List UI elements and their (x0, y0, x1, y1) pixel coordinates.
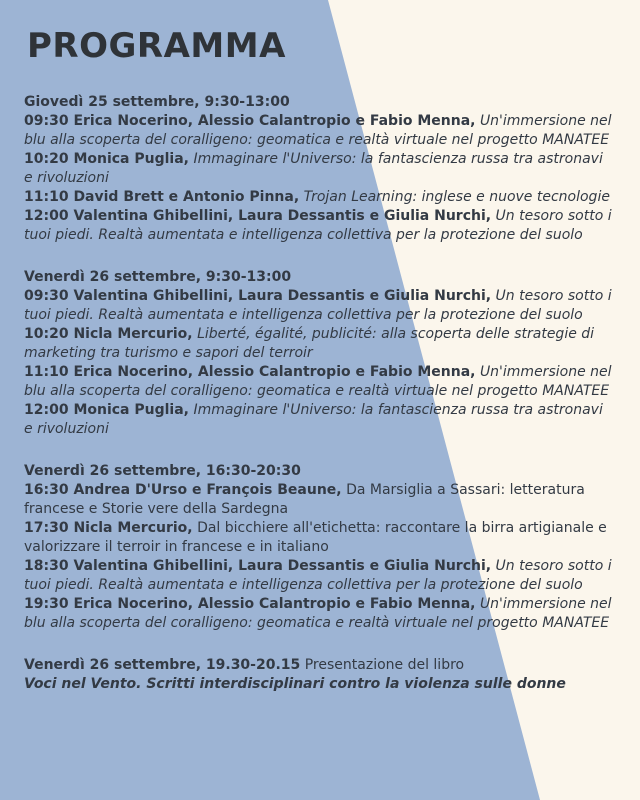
programme-entry (24, 112, 614, 150)
entry-speakers: 12:00 Monica Puglia, (24, 402, 189, 418)
programme-entry (24, 150, 614, 188)
programme-entry (24, 287, 614, 325)
entry-speakers: 11:10 David Brett e Antonio Pinna, (24, 189, 300, 205)
day-section (24, 268, 614, 439)
entry-title: Da Marsiglia a Sassari: letteratura francese e Storie vere della Sardegna (24, 482, 585, 517)
entry-speakers: 16:30 Andrea D'Urso e François Beaune, (24, 482, 342, 498)
final-event-label: Presentazione del libro (304, 657, 465, 673)
programme-entry (24, 519, 614, 557)
programme-entry (24, 595, 614, 633)
book-title: Voci nel Vento. Scritti interdisciplinari contro la violenza sulle donne (24, 676, 566, 692)
page-title: PROGRAMMA (27, 26, 286, 66)
programme-entry (24, 557, 614, 595)
entry-speakers: 10:20 Nicla Mercurio, (24, 326, 193, 342)
day-section (24, 93, 614, 245)
final-event-date: Venerdì 26 settembre, 19.30-20.15 (24, 657, 301, 673)
entry-speakers: 18:30 Valentina Ghibellini, Laura Dessantis e Giulia Nurchi, (24, 558, 492, 574)
day-title: Venerdì 26 settembre, 9:30-13:00 (24, 269, 292, 285)
entry-title: Un'immersione nel blu alla scoperta del coralligeno: geomatica e realtà virtuale nel progetto MANATEE (24, 596, 612, 631)
entry-speakers: 10:20 Monica Puglia, (24, 151, 189, 167)
programme-content (24, 24, 614, 694)
entry-title: Un'immersione nel blu alla scoperta del coralligeno: geomatica e realtà virtuale nel progetto MANATEE (24, 113, 612, 148)
entry-title: Liberté, égalité, publicité: alla scoperta delle strategie di marketing tra turismo e sapori del terroir (24, 326, 595, 361)
entry-title: Immaginare l'Universo: la fantascienza russa tra astronavi e rivoluzioni (24, 151, 603, 186)
entry-title: Immaginare l'Universo: la fantascienza russa tra astronavi e rivoluzioni (24, 402, 603, 437)
programme-entry (24, 363, 614, 401)
programme-entry (24, 401, 614, 439)
entry-speakers: 12:00 Valentina Ghibellini, Laura Dessantis e Giulia Nurchi, (24, 208, 492, 224)
programme-entry (24, 325, 614, 363)
entry-speakers: 09:30 Erica Nocerino, Alessio Calantropio e Fabio Menna, (24, 113, 476, 129)
entry-speakers: 11:10 Erica Nocerino, Alessio Calantropio e Fabio Menna, (24, 364, 476, 380)
entry-title: Trojan Learning: inglese e nuove tecnologie (303, 189, 610, 205)
entry-title: Un tesoro sotto i tuoi piedi. Realtà aumentata e intelligenza collettiva per la protezione del suolo (24, 208, 612, 243)
entry-speakers: 17:30 Nicla Mercurio, (24, 520, 193, 536)
day-section (24, 462, 614, 633)
programme-entry (24, 481, 614, 519)
final-event (24, 656, 614, 694)
entry-title: Un tesoro sotto i tuoi piedi. Realtà aumentata e intelligenza collettiva per la protezione del suolo (24, 558, 612, 593)
entry-speakers: 09:30 Valentina Ghibellini, Laura Dessantis e Giulia Nurchi, (24, 288, 492, 304)
entry-title: Un tesoro sotto i tuoi piedi. Realtà aumentata e intelligenza collettiva per la protezione del suolo (24, 288, 612, 323)
programme-entry (24, 207, 614, 245)
day-title: Giovedì 25 settembre, 9:30-13:00 (24, 94, 290, 110)
entry-speakers: 19:30 Erica Nocerino, Alessio Calantropio e Fabio Menna, (24, 596, 476, 612)
entry-title: Dal bicchiere all'etichetta: raccontare la birra artigianale e valorizzare il terroir in francese e in italiano (24, 520, 607, 555)
day-title: Venerdì 26 settembre, 16:30-20:30 (24, 463, 301, 479)
programme-entry (24, 188, 614, 207)
entry-title: Un'immersione nel blu alla scoperta del coralligeno: geomatica e realtà virtuale nel progetto MANATEE (24, 364, 612, 399)
